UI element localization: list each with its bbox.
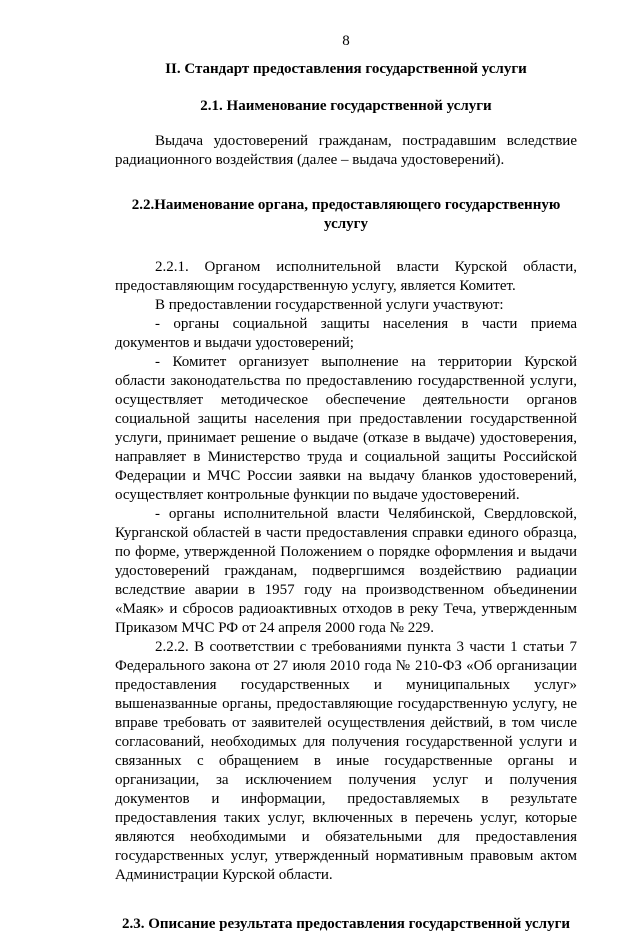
- subsection-2-2-title: 2.2.Наименование органа, предоставляющего государственную услугу: [131, 197, 561, 232]
- section-title: II. Стандарт предоставления государственной услуги: [165, 61, 527, 77]
- page-content: [115, 30, 577, 934]
- paragraph: 2.2.2. В соответствии с требованиями пункта 3 части 1 статьи 7 Федерального закона от 27 июля 2010 года № 210-ФЗ «Об организации предоставления государственных и муниципальных услуг» вышеназванные органы, предоставляющие государственную услугу, не вправе требовать от заявителей осуществления действий, в том числе согласований, необходимых для получения государственной услуги и связанных с обращением в иные государственные органы и организации, за исключением получения услуг и получения документов и информации, предоставляемых в результате предоставления таких услуг, включенных в перечень услуг, которые являются необходимыми и обязательными для предоставления государственных услуг, утвержденный нормативным правовым актом Администрации Курской области.: [115, 639, 577, 883]
- list-item: - органы социальной защиты населения в части приема документов и выдачи удостоверений;: [115, 316, 577, 351]
- list-item: - органы исполнительной власти Челябинской, Свердловской, Курганской областей в части предоставления справки единого образца, по форме, утвержденной Положением о порядке оформления и выдачи удостоверений гражданам, подвергшимся воздействию радиации вследствие аварии в 1957 году на производственном объединении «Маяк» и сбросов радиоактивных отходов в реку Теча, утвержденным Приказом МЧС РФ от 24 апреля 2000 года № 229.: [115, 506, 577, 636]
- list-item: - Комитет организует выполнение на территории Курской области законодательства по предоставлению государственной услуги, осуществляет методическое обеспечение деятельности органов социальной защиты населения при предоставлении государственной услуги, принимает решение о выдаче (отказе в выдаче) удостоверения, направляет в Министерство труда и социальной защиты Российской Федерации и МЧС России заявки на выдачу бланков удостоверений, осуществляет контрольные функции по выдаче удостоверений.: [115, 354, 577, 503]
- subsection-2-1-body: [115, 132, 577, 170]
- subsection-2-1-title: 2.1. Наименование государственной услуги: [200, 98, 492, 114]
- page-number: 8: [342, 33, 350, 49]
- paragraph: Выдача удостоверений гражданам, пострадавшим вследствие радиационного воздействия (далее – выдача удостоверений).: [115, 133, 577, 168]
- subsection-2-3-title: 2.3. Описание результата предоставления государственной услуги: [121, 916, 571, 932]
- subsection-2-2-body: [115, 258, 577, 885]
- paragraph: В предоставлении государственной услуги участвуют:: [155, 297, 504, 313]
- paragraph: 2.2.1. Органом исполнительной власти Курской области, предоставляющим государственную услугу, является Комитет.: [115, 259, 577, 294]
